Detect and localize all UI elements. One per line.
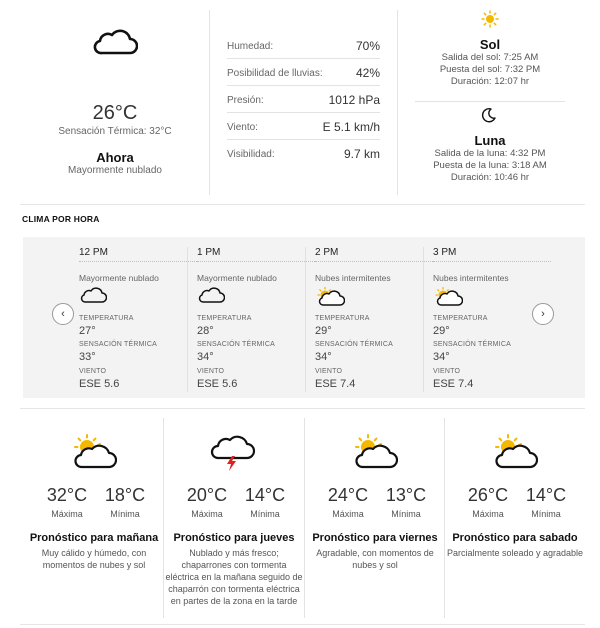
hour-feels-like: 34° <box>315 351 332 363</box>
temperature-label: TEMPERATURA <box>79 315 134 322</box>
weather-stats-list <box>227 32 380 167</box>
hour-time: 3 PM <box>433 247 457 258</box>
divider <box>305 247 306 392</box>
feels-like-label: SENSACIÓN TÉRMICA <box>197 341 275 348</box>
forecast-min-temp: 13°C <box>385 485 427 505</box>
hour-divider <box>197 261 315 262</box>
max-label: Máxima <box>332 509 364 519</box>
divider <box>423 247 424 392</box>
section-divider <box>20 204 585 205</box>
wind-label: VIENTO <box>197 368 225 375</box>
partly-cloudy-icon <box>433 287 463 312</box>
partly-cloudy-icon <box>315 287 345 312</box>
stat-label: Posibilidad de lluvias: <box>227 68 323 79</box>
cloud-icon <box>197 287 225 309</box>
partly-cloudy-icon <box>350 434 398 475</box>
forecast-title: Pronóstico para sabado <box>452 532 578 544</box>
hour-condition: Mayormente nublado <box>197 273 277 283</box>
forecast-day-card <box>445 418 585 618</box>
hourly-forecast-panel <box>23 237 585 398</box>
stat-label: Viento: <box>227 122 258 133</box>
section-divider <box>20 624 585 625</box>
sunrise-text: Salida del sol: 7:25 AM <box>441 52 539 63</box>
temperature-label: TEMPERATURA <box>197 315 252 322</box>
moon-title: Luna <box>474 133 506 148</box>
hour-condition: Mayormente nublado <box>79 273 159 283</box>
stat-label: Humedad: <box>227 41 274 52</box>
current-label: Ahora <box>96 150 134 165</box>
sunset-text: Puesta del sol: 7:32 PM <box>439 64 541 75</box>
hour-condition: Nubes intermitentes <box>315 273 391 283</box>
moon-info <box>415 133 565 184</box>
hour-wind: ESE 5.6 <box>79 378 120 390</box>
divider <box>397 10 398 195</box>
forecast-day-card <box>24 418 164 618</box>
hour-divider <box>433 261 551 262</box>
stat-visibility <box>227 140 380 167</box>
hour-temperature: 29° <box>433 325 450 337</box>
current-temperature: 26°C <box>92 102 138 124</box>
hour-temperature: 29° <box>315 325 332 337</box>
stat-value: E 5.1 km/h <box>322 120 380 134</box>
stat-rain-chance <box>227 59 380 86</box>
moonrise-text: Salida de la luna: 4:32 PM <box>434 148 546 159</box>
hour-divider <box>79 261 197 262</box>
stat-humidity <box>227 32 380 59</box>
moon-duration-text: Duración: 10:46 hr <box>450 172 530 183</box>
wind-label: VIENTO <box>433 368 461 375</box>
sun-icon <box>481 10 499 33</box>
forecast-min-temp: 14°C <box>244 485 286 505</box>
stat-value: 9.7 km <box>343 147 380 161</box>
forecast-title: Pronóstico para jueves <box>173 532 295 544</box>
partly-cloudy-icon <box>69 434 117 475</box>
forecast-min-temp: 18°C <box>104 485 146 505</box>
hour-temperature: 28° <box>197 325 214 337</box>
stat-value: 42% <box>355 66 380 80</box>
current-condition: Mayormente nublado <box>68 165 162 176</box>
moonset-text: Puesta de la luna: 3:18 AM <box>433 160 547 171</box>
divider <box>187 247 188 392</box>
hour-feels-like: 34° <box>433 351 450 363</box>
max-label: Máxima <box>472 509 504 519</box>
hour-wind: ESE 7.4 <box>315 378 356 390</box>
forecast-title: Pronóstico para mañana <box>29 532 159 544</box>
forecast-description: Parcialmente soleado y agradable <box>446 548 584 558</box>
moon-icon <box>481 107 497 128</box>
current-conditions-section <box>0 0 600 204</box>
min-label: Mínima <box>110 509 140 519</box>
min-label: Mínima <box>250 509 280 519</box>
forecast-day-card <box>164 418 304 618</box>
current-feels-like: Sensación Térmica: 32°C <box>58 126 172 137</box>
min-label: Mínima <box>391 509 421 519</box>
hour-feels-like: 34° <box>197 351 214 363</box>
min-label: Mínima <box>531 509 561 519</box>
forecast-day-card <box>305 418 445 618</box>
forecast-description: Agradable, con momentos de nubes y sol <box>316 548 434 570</box>
stat-label: Visibilidad: <box>227 149 275 160</box>
forecast-min-temp: 14°C <box>525 485 567 505</box>
hour-divider <box>315 261 433 262</box>
feels-like-label: SENSACIÓN TÉRMICA <box>79 341 157 348</box>
chevron-left-icon: ‹ <box>61 308 65 320</box>
stat-value: 1012 hPa <box>328 93 380 107</box>
hour-time: 12 PM <box>79 247 108 258</box>
hour-time: 2 PM <box>315 247 339 258</box>
forecast-description: Muy cálido y húmedo, con momentos de nubes y sol <box>41 548 147 570</box>
temperature-label: TEMPERATURA <box>433 315 488 322</box>
stat-pressure <box>227 86 380 113</box>
thunderstorm-icon <box>209 434 257 477</box>
hour-column <box>79 237 197 398</box>
next-hours-button[interactable] <box>532 303 554 325</box>
max-label: Máxima <box>191 509 223 519</box>
partly-cloudy-icon <box>490 434 538 475</box>
cloud-icon <box>92 28 138 61</box>
divider <box>209 10 210 195</box>
hour-condition: Nubes intermitentes <box>433 273 509 283</box>
section-divider <box>20 408 585 409</box>
hourly-title: CLIMA POR HORA <box>22 214 100 224</box>
current-now-panel <box>20 20 210 204</box>
wind-label: VIENTO <box>79 368 107 375</box>
stat-value: 70% <box>355 39 380 53</box>
sun-title: Sol <box>479 37 501 52</box>
hour-wind: ESE 7.4 <box>433 378 474 390</box>
cloud-icon <box>79 287 107 309</box>
hour-temperature: 27° <box>79 325 96 337</box>
max-label: Máxima <box>51 509 83 519</box>
temperature-label: TEMPERATURA <box>315 315 370 322</box>
prev-hours-button[interactable] <box>52 303 74 325</box>
feels-like-label: SENSACIÓN TÉRMICA <box>315 341 393 348</box>
forecast-max-temp: 20°C <box>186 485 228 505</box>
hour-time: 1 PM <box>197 247 221 258</box>
divider <box>415 101 565 102</box>
stat-wind <box>227 113 380 140</box>
wind-label: VIENTO <box>315 368 343 375</box>
hour-wind: ESE 5.6 <box>197 378 238 390</box>
forecast-max-temp: 26°C <box>467 485 509 505</box>
feels-like-label: SENSACIÓN TÉRMICA <box>433 341 511 348</box>
forecast-max-temp: 32°C <box>46 485 88 505</box>
chevron-right-icon: › <box>541 308 545 320</box>
forecast-max-temp: 24°C <box>327 485 369 505</box>
forecast-title: Pronóstico para viernes <box>312 532 438 544</box>
hour-feels-like: 33° <box>79 351 96 363</box>
forecast-description: Nublado y más fresco; chaparrones con tormenta eléctrica en la mañana seguido de chaparrón con tormenta eléctrica en partes de la zona en la tarde <box>165 548 303 606</box>
sun-info <box>415 37 565 88</box>
stat-label: Presión: <box>227 95 264 106</box>
sun-duration-text: Duración: 12:07 hr <box>450 76 530 87</box>
hour-column <box>315 237 433 398</box>
hour-column <box>197 237 315 398</box>
